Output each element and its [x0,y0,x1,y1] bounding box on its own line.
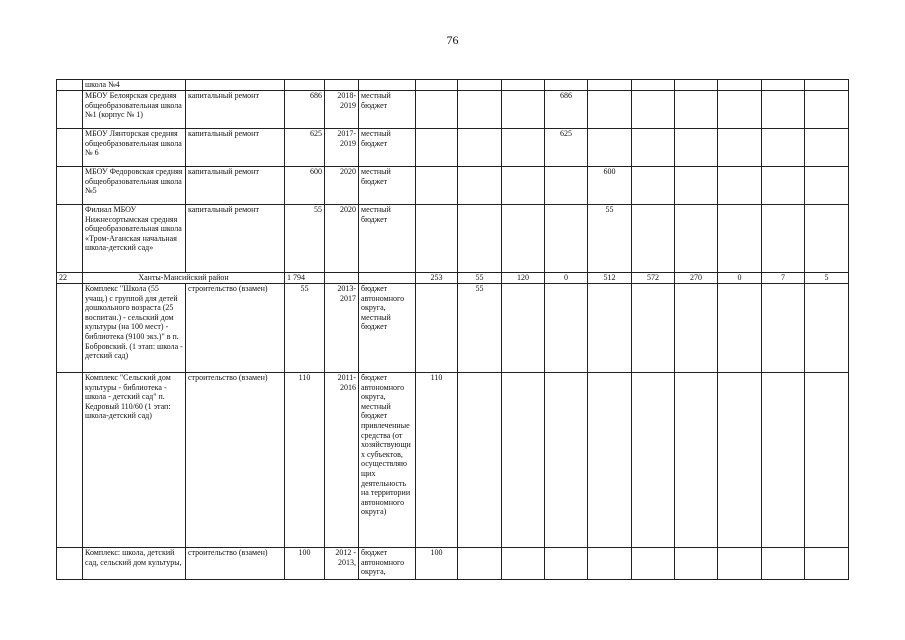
value-cell [762,91,805,129]
value-cell [416,284,458,373]
value-cell [762,205,805,273]
funding-source-cell: бюджет автономного округа, [359,548,416,580]
value-cell [458,91,502,129]
value-cell [458,167,502,205]
value-cell [588,373,632,548]
work-type-cell: строительство (взамен) [186,284,285,373]
value-cell [675,373,718,548]
object-name-cell: Филиал МБОУ Нижнесортымская средняя общеобразовательная школа «Тром-Аганская начальная школа-детский сад» [83,205,186,273]
table-row [57,167,849,205]
value-cell [502,373,545,548]
value-cell [416,129,458,167]
row-number-cell [57,205,83,273]
work-type-cell: капитальный ремонт [186,91,285,129]
value-cell [718,284,762,373]
work-type-cell: строительство (взамен) [186,373,285,548]
row-number-cell [57,548,83,580]
period-cell: 2012 - 2013, [325,548,359,580]
district-amount-cell: 1 794 [285,273,325,284]
value-cell [632,205,675,273]
value-cell [762,548,805,580]
table-row [57,80,849,91]
object-name-cell: МБОУ Федоровская средняя общеобразовательная школа №5 [83,167,186,205]
value-cell [762,284,805,373]
row-number-cell [57,373,83,548]
period-cell: 2011-2016 [325,373,359,548]
value-cell [416,91,458,129]
value-cell [675,167,718,205]
work-type-cell [186,80,285,91]
value-cell [502,80,545,91]
funding-source-cell: бюджет автономного округа, местный бюджет [359,284,416,373]
value-cell [416,80,458,91]
value-cell [805,129,849,167]
value-cell [718,91,762,129]
district-name-cell: Ханты-Мансийский район [83,273,285,284]
value-cell [458,80,502,91]
value-cell [718,129,762,167]
period-cell: 2013-2017 [325,284,359,373]
value-cell [762,373,805,548]
object-name-cell: МБОУ Лянторская средняя общеобразовательная школа № 6 [83,129,186,167]
value-cell [805,205,849,273]
value-cell [545,167,588,205]
row-number-cell [57,129,83,167]
amount-cell: 686 [285,91,325,129]
row-number-cell [57,91,83,129]
work-type-cell: капитальный ремонт [186,167,285,205]
table-row [57,284,849,373]
value-cell [545,284,588,373]
investment-table [56,79,849,580]
value-cell: 110 [416,373,458,548]
amount-cell: 625 [285,129,325,167]
funding-source-cell: бюджет автономного округа, местный бюджет привлеченные средства (от хозяйствующих субъектов, осуществляющих деятельность на территории автономного округа) [359,373,416,548]
value-cell [675,205,718,273]
table-row [57,129,849,167]
value-cell [502,167,545,205]
value-cell [502,284,545,373]
value-cell [545,80,588,91]
row-number-cell [57,80,83,91]
district-value-cell: 5 [805,273,849,284]
value-cell [675,80,718,91]
value-cell [675,129,718,167]
value-cell [632,129,675,167]
amount-cell: 55 [285,284,325,373]
district-number-cell: 22 [57,273,83,284]
value-cell [718,373,762,548]
value-cell: 55 [458,284,502,373]
value-cell [545,373,588,548]
value-cell [718,167,762,205]
value-cell [762,80,805,91]
value-cell [718,548,762,580]
value-cell [502,548,545,580]
value-cell [762,167,805,205]
district-value-cell: 572 [632,273,675,284]
value-cell [632,284,675,373]
funding-source-cell: местный бюджет [359,167,416,205]
funding-source-cell: местный бюджет [359,91,416,129]
value-cell [588,284,632,373]
value-cell: 55 [588,205,632,273]
period-cell: 2017-2019 [325,129,359,167]
value-cell [588,80,632,91]
value-cell [762,129,805,167]
object-name-cell: Комплекс "Сельский дом культуры - библиотека - школа - детский сад" п. Кедровый 110/60 (1 этап: школа-детский сад) [83,373,186,548]
value-cell [675,548,718,580]
district-value-cell: 270 [675,273,718,284]
funding-source-cell: местный бюджет [359,129,416,167]
value-cell [545,548,588,580]
work-type-cell: капитальный ремонт [186,129,285,167]
value-cell [805,284,849,373]
district-period-cell [325,273,359,284]
object-name-cell: Комплекс "Школа (55 учащ.) с группой для детей дошкольного возраста (25 воспитан.) - сельский дом культуры (на 100 мест) - библиотека (9100 экз.)" в п. Бобровский. (1 этап: школа - детский сад) [83,284,186,373]
page-number: 76 [446,33,459,47]
value-cell: 686 [545,91,588,129]
amount-cell: 100 [285,548,325,580]
row-number-cell [57,167,83,205]
district-value-cell: 0 [718,273,762,284]
value-cell [632,80,675,91]
value-cell [458,548,502,580]
district-source-cell [359,273,416,284]
value-cell [502,205,545,273]
table-row [57,205,849,273]
value-cell [805,373,849,548]
object-name-cell: МБОУ Белоярская средняя общеобразовательная школа №1 (корпус № 1) [83,91,186,129]
amount-cell: 600 [285,167,325,205]
object-name-cell: Комплекс: школа, детский сад, сельский дом культуры, [83,548,186,580]
amount-cell: 55 [285,205,325,273]
district-value-cell: 253 [416,273,458,284]
value-cell [805,167,849,205]
value-cell [416,205,458,273]
value-cell [805,91,849,129]
value-cell [632,91,675,129]
value-cell [632,373,675,548]
value-cell [632,167,675,205]
work-type-cell: строительство (взамен) [186,548,285,580]
table-row [57,91,849,129]
district-value-cell: 120 [502,273,545,284]
object-name-cell: школа №4 [83,80,186,91]
value-cell [805,548,849,580]
value-cell: 600 [588,167,632,205]
district-value-cell: 55 [458,273,502,284]
value-cell [545,205,588,273]
value-cell [675,284,718,373]
period-cell [325,80,359,91]
value-cell [805,80,849,91]
value-cell: 100 [416,548,458,580]
value-cell [458,129,502,167]
period-cell: 2018-2019 [325,91,359,129]
period-cell: 2020 [325,167,359,205]
value-cell [588,129,632,167]
value-cell [502,91,545,129]
table-row [57,548,849,580]
value-cell [416,167,458,205]
value-cell [718,205,762,273]
district-value-cell: 7 [762,273,805,284]
value-cell [502,129,545,167]
district-value-cell: 0 [545,273,588,284]
value-cell [588,548,632,580]
funding-source-cell [359,80,416,91]
work-type-cell: капитальный ремонт [186,205,285,273]
district-value-cell: 512 [588,273,632,284]
value-cell [675,91,718,129]
value-cell [718,80,762,91]
row-number-cell [57,284,83,373]
value-cell [632,548,675,580]
period-cell: 2020 [325,205,359,273]
value-cell [588,91,632,129]
amount-cell [285,80,325,91]
value-cell [458,205,502,273]
table-row [57,373,849,548]
value-cell: 625 [545,129,588,167]
district-row [57,273,849,284]
funding-source-cell: местный бюджет [359,205,416,273]
amount-cell: 110 [285,373,325,548]
value-cell [458,373,502,548]
